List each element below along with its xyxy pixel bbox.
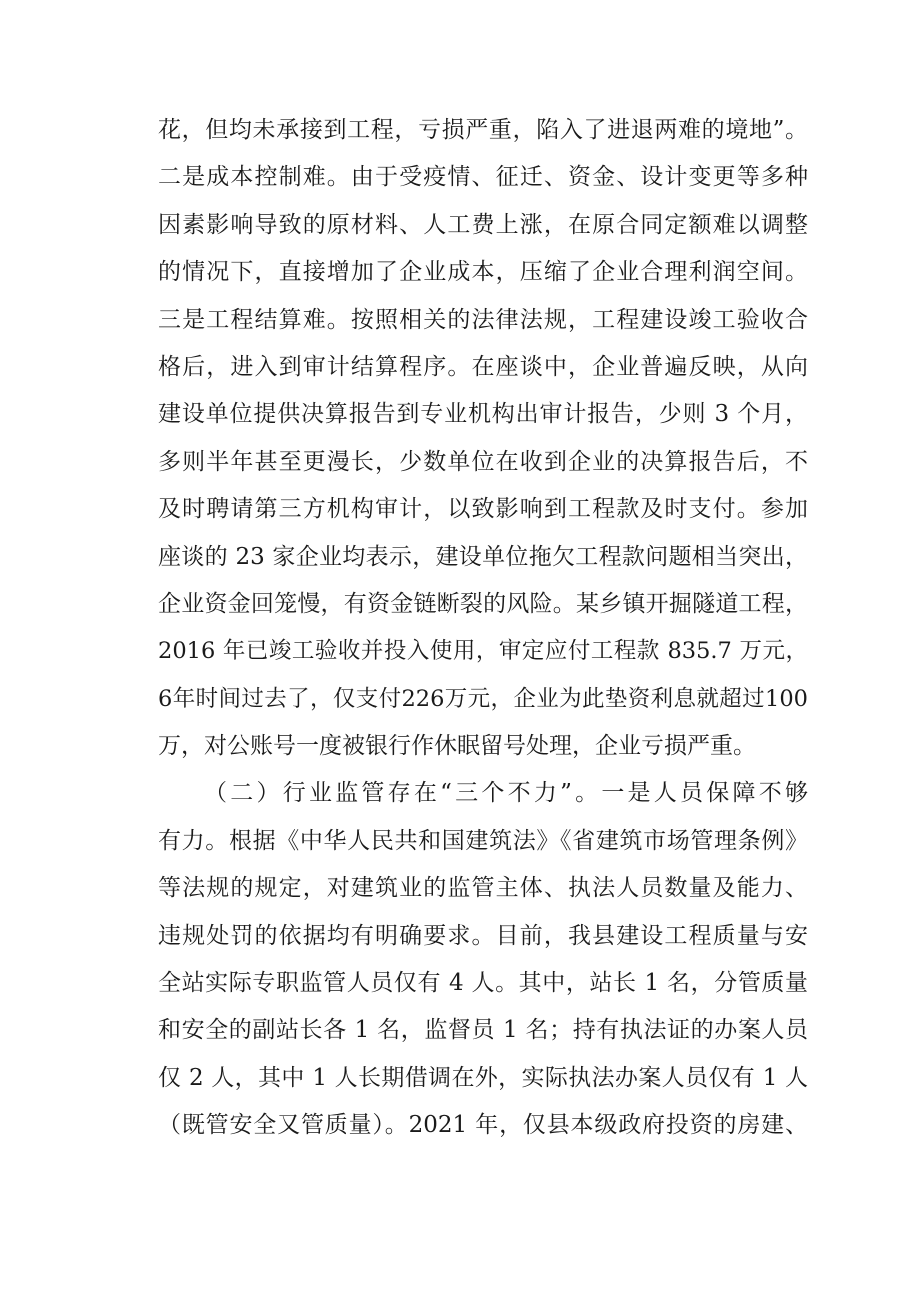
text-line: 企业资金回笼慢，有资金链断裂的风险。某乡镇开掘隧道工程， <box>158 590 808 617</box>
section-heading-line: （二）行业监管存在“三个不力”。一是人员保障不够 <box>204 780 808 807</box>
text-line: 二是成本控制难。由于受疫情、征迁、资金、设计变更等多种 <box>158 164 808 191</box>
text-line: 和安全的副站长各 1 名，监督员 1 名；持有执法证的办案人员 <box>158 1017 808 1044</box>
text-line: 有力。根据《中华人民共和国建筑法》《省建筑市场管理条例》 <box>158 827 808 854</box>
text-line: 仅 2 人，其中 1 人长期借调在外，实际执法办案人员仅有 1 人 <box>158 1064 808 1091</box>
text-line: 格后，进入到审计结算程序。在座谈中，企业普遍反映，从向 <box>158 353 808 380</box>
text-line: 6年时间过去了，仅支付226万元，企业为此垫资利息就超过100 <box>158 685 808 712</box>
text-line: 座谈的 23 家企业均表示，建设单位拖欠工程款问题相当突出， <box>158 543 808 570</box>
text-line: 2016 年已竣工验收并投入使用，审定应付工程款 835.7 万元， <box>158 638 808 665</box>
text-line: 万，对公账号一度被银行作休眠留号处理，企业亏损严重。 <box>158 733 756 760</box>
body-text <box>158 107 808 1150</box>
text-line: 建设单位提供决算报告到专业机构出审计报告，少则 3 个月， <box>158 401 808 428</box>
text-line: （既管安全又管质量）。2021 年，仅县本级政府投资的房建、 <box>158 1112 808 1139</box>
text-line: 多则半年甚至更漫长，少数单位在收到企业的决算报告后，不 <box>158 448 808 475</box>
text-line: 违规处罚的依据均有明确要求。目前，我县建设工程质量与安 <box>158 922 808 949</box>
text-line: 全站实际专职监管人员仅有 4 人。其中，站长 1 名，分管质量 <box>158 970 808 997</box>
text-line: 及时聘请第三方机构审计，以致影响到工程款及时支付。参加 <box>158 496 808 523</box>
text-line: 因素影响导致的原材料、人工费上涨，在原合同定额难以调整 <box>158 211 808 238</box>
text-line: 三是工程结算难。按照相关的法律法规，工程建设竣工验收合 <box>158 306 808 333</box>
text-line: 的情况下，直接增加了企业成本，压缩了企业合理利润空间。 <box>158 259 808 286</box>
text-line: 花，但均未承接到工程，亏损严重，陷入了进退两难的境地”。 <box>158 117 808 143</box>
text-line: 等法规的规定，对建筑业的监管主体、执法人员数量及能力、 <box>158 875 808 902</box>
